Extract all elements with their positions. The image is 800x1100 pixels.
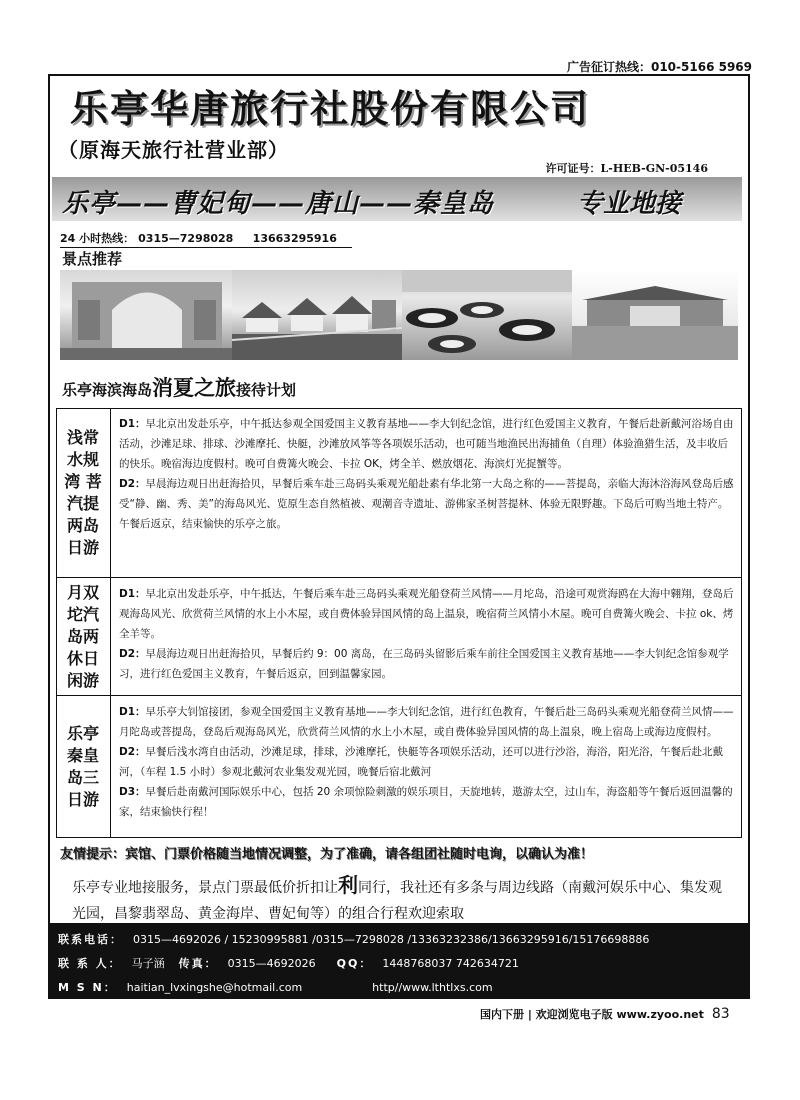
day-item [119, 584, 734, 644]
section-title: 景点推荐 [62, 250, 123, 268]
tour-days [111, 408, 742, 577]
person-name: 马子涵 [131, 957, 165, 970]
website-link[interactable]: http//www.lthtlxs.com [372, 981, 493, 994]
person-label: 联 系 人： [58, 957, 122, 970]
qq-numbers: 1448768037 742634721 [382, 957, 519, 970]
phone-numbers: 0315—4692026 / 15230995881 /0315—7298028 /13363232386/13663295916/15176698886 [133, 933, 650, 946]
tour-name: 月双坨汽岛两休日闲游 [56, 578, 111, 695]
friendly-notice: 友情提示：宾馆、门票价格随当地情况调整，为了准确，请各组团社随时电询，以确认为准！ [60, 847, 594, 862]
promo-text-1: 乐亭专业地接服务，景点门票最低价折扣让 [72, 880, 338, 896]
water-cabins-image [232, 270, 402, 360]
photo-cabins [232, 270, 402, 360]
tour-days [111, 696, 742, 838]
day-item [119, 742, 734, 782]
hotline-number-1: 0315—7298028 [138, 232, 234, 245]
day-text: 早餐后赴南戴河国际娱乐中心，包括 20 余项惊险刺激的娱乐项目，天旋地转，遨游太空，过山车，海盗船等午餐后返回温馨的家，结束愉快行程！ [119, 786, 733, 818]
promo-highlight: 利 [338, 873, 358, 897]
day-label: D3： [119, 786, 146, 798]
contact-person-row [58, 955, 519, 971]
day-text: 早餐后浅水湾自由活动，沙滩足球，排球，沙滩摩托，快艇等各项娱乐活动，还可以进行沙浴，海浴，阳光浴，午餐后赴北戴河，（车程 1.5 小时）参观北戴河农业集发观光园，晚餐后宿北戴河 [119, 746, 724, 778]
day-label: D2： [119, 478, 146, 490]
day-label: D2： [119, 648, 146, 660]
day-item [119, 414, 734, 474]
plan-title-suffix: 接待计划 [236, 381, 297, 399]
stone-gate-image [60, 270, 232, 360]
day-item [119, 702, 734, 742]
day-item [119, 782, 734, 822]
fax-number: 0315—4692026 [227, 957, 316, 970]
museum-building-image [572, 270, 738, 360]
day-text: 早晨海边观日出赶海拾贝，早餐后乘车赴三岛码头乘观光船赴素有华北第一大岛之称的——菩提岛，亲临大海沐浴海风登岛后感受“静、幽、秀、美”的海岛风光、览原生态自然植被、观潮音寺遗址、游佛家圣树菩提林、体验无限野趣。下岛后可购当地土特产。午餐后返京，结束愉快的乐亭之旅。 [119, 478, 734, 530]
promo-text-2: 同行，我社还有多条与周边线路（南戴河娱乐中心、集发观光园，昌黎翡翠岛、黄金海岸、曹妃甸等）的组合行程欢迎索取 [72, 880, 722, 922]
tour-row-2 [56, 578, 742, 696]
sub-company-name: （原海天旅行社营业部） [58, 138, 289, 162]
tour-row-1 [56, 408, 742, 578]
day-label: D1： [119, 706, 146, 718]
plan-title-highlight: 消夏之旅 [152, 376, 237, 400]
promo-paragraph [72, 872, 732, 927]
msn-label: M S N： [58, 981, 117, 994]
photo-beach [402, 270, 572, 360]
phone-label: 联系电话： [58, 933, 123, 946]
hotline-row [60, 230, 352, 248]
day-item [119, 474, 734, 534]
fax-label: 传真： [178, 957, 218, 970]
contact-panel [48, 923, 750, 999]
day-label: D1： [119, 588, 146, 600]
qq-label: QQ： [336, 957, 373, 970]
day-text: 早晨海边观日出赶海拾贝，早餐后约 9：00 离岛，在三岛码头留影后乘车前往全国爱国主义教育基地——李大钊纪念馆参观学习，进行红色爱国主义教育，午餐后返京，回到温馨家园。 [119, 648, 729, 680]
tour-name: 乐亭秦皇岛三日游 [56, 696, 111, 838]
footer-text: 国内下册 | 欢迎浏览电子版 www.zyoo.net [480, 1008, 704, 1021]
license-number: 许可证号：L-HEB-GN-05146 [545, 162, 708, 175]
msn-address: haitian_lvxingshe@hotmail.com [126, 981, 303, 994]
page-number: 83 [711, 1006, 730, 1022]
day-text: 早乐亭大钊馆接团，参观全国爱国主义教育基地——李大钊纪念馆，进行红色教育，午餐后赴三岛码头乘观光船登荷兰风情——月陀岛或菩提岛，登岛后观海岛风光，欣赏荷兰风情的水上小木屋，或自费体验异国风情的岛上温泉，晚上宿岛上或海边度假村。 [119, 706, 734, 738]
hotline-label: 24 小时热线： [60, 232, 135, 245]
photo-museum [572, 270, 738, 360]
beach-umbrellas-image [402, 270, 572, 360]
day-item [119, 644, 734, 684]
day-text: 早北京出发赴乐亭，中午抵达参观全国爱国主义教育基地——李大钊纪念馆，进行红色爱国主义教育，午餐后赴新戴河浴场自由活动，沙滩足球、排球、沙滩摩托、快艇，沙滩放风筝等各项娱乐活动，也可随当地渔民出海捕鱼（自理）体验渔猎生活，及丰收后的快乐。晚宿海边度假村。晚可自费篝火晚会、卡拉 OK，烤全羊、燃放烟花、海滨灯光捉蟹等。 [119, 418, 734, 470]
plan-title [62, 372, 296, 402]
hotline-number-2: 13663295916 [252, 232, 337, 245]
contact-phone-row [58, 931, 649, 947]
ad-hotline: 广告征订热线：010-5166 5969 [566, 60, 752, 74]
contact-msn-row [58, 979, 493, 995]
route-text: 乐亭——曹妃甸——唐山——秦皇岛 [62, 189, 495, 219]
day-label: D1： [119, 418, 146, 430]
tour-row-3 [56, 696, 742, 838]
plan-title-prefix: 乐亭海滨海岛 [62, 381, 153, 399]
photo-strip [60, 270, 738, 360]
day-label: D2： [119, 746, 146, 758]
page-footer [480, 1006, 730, 1022]
tour-days [111, 578, 742, 695]
photo-stone-gate [60, 270, 232, 360]
tour-name: 浅常水规湾 菩汽提两岛日游 [56, 408, 111, 577]
company-name: 乐亭华唐旅行社股份有限公司 [70, 86, 591, 131]
route-label: 专业地接 [577, 189, 682, 219]
day-text: 早北京出发赴乐亭，中午抵达，午餐后乘车赴三岛码头乘观光船登荷兰风情——月坨岛，沿途可观赏海鸥在大海中翱翔，登岛后观海岛风光、欣赏荷兰风情的水上小木屋，或自费体验异国风情的岛上温泉，晚宿荷兰风情小木屋。晚可自费篝火晚会、卡拉 ok、烤全羊等。 [119, 588, 734, 640]
